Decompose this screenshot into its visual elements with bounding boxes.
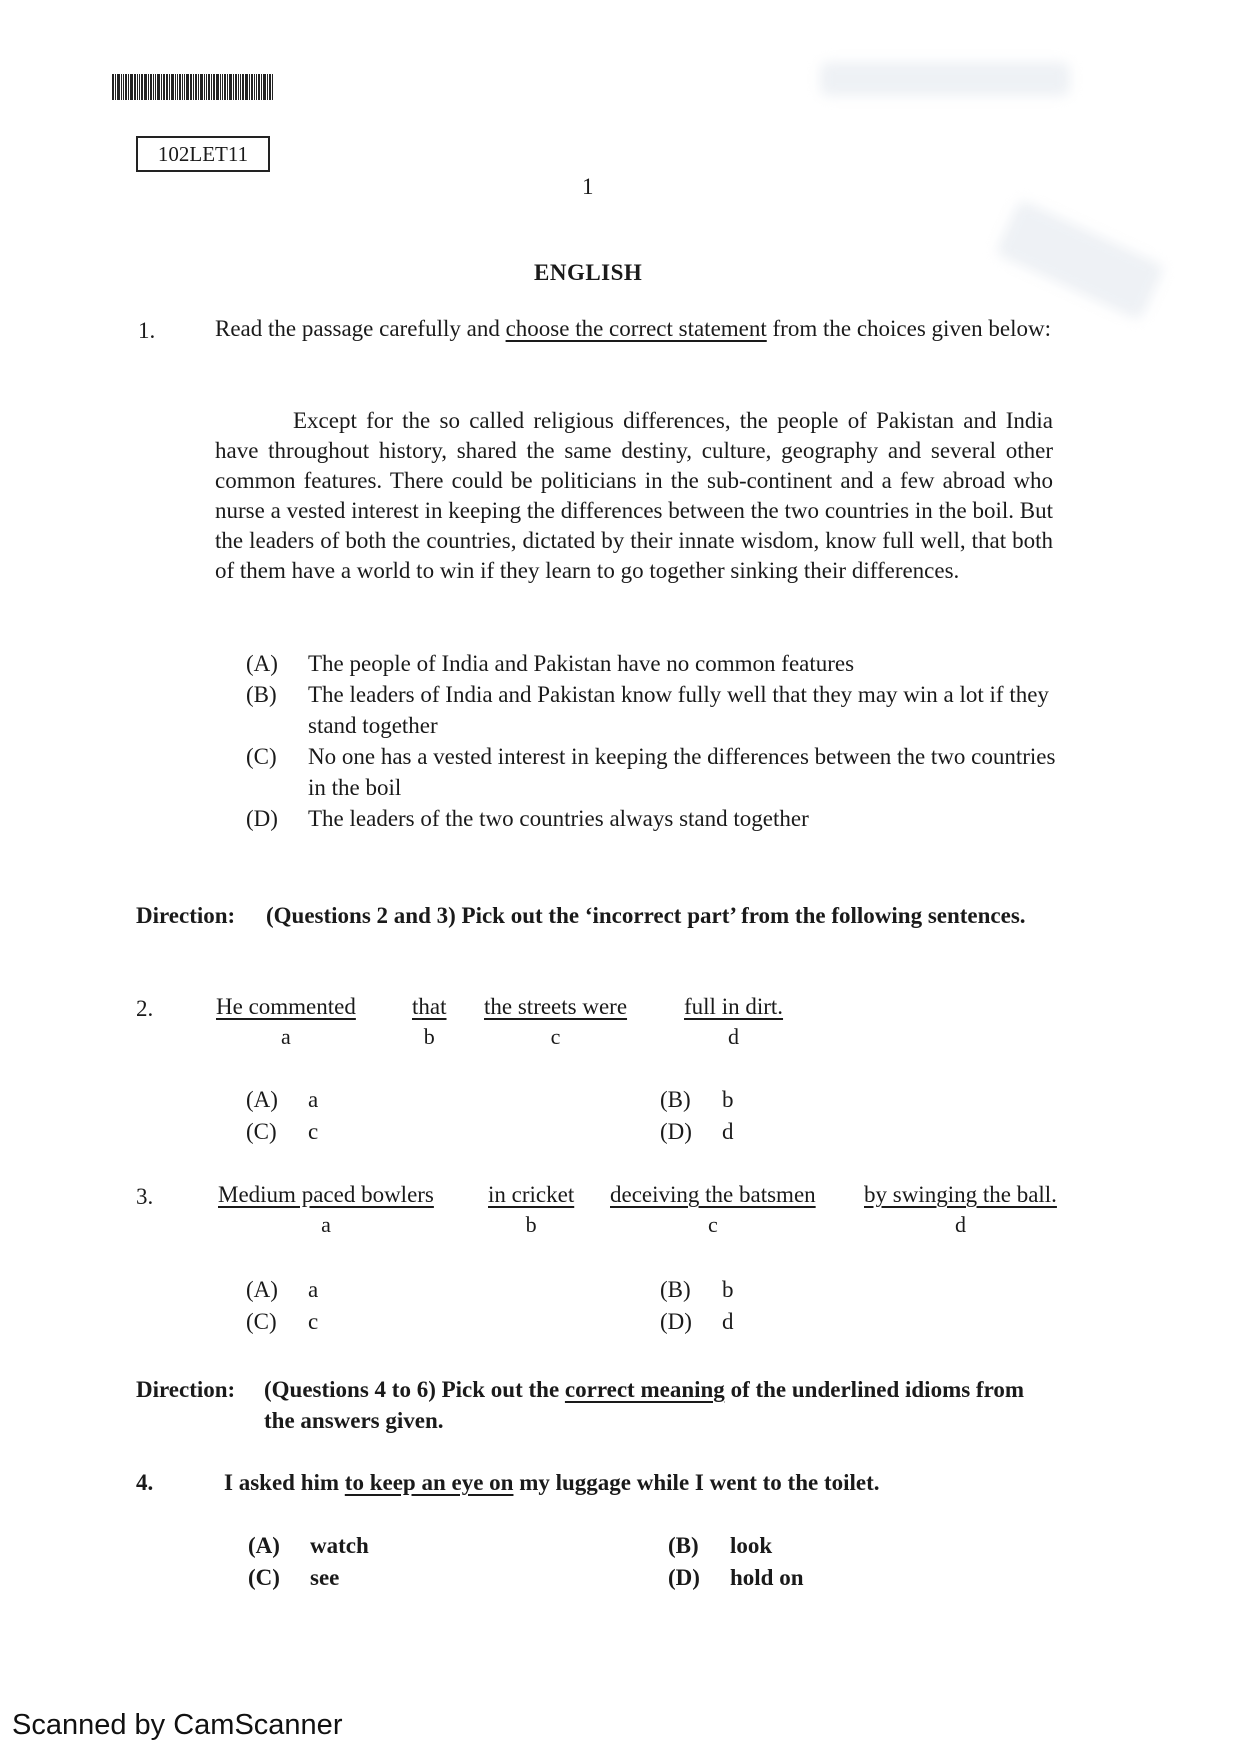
q2-segment-d: full in dirt. d: [684, 994, 784, 1049]
barcode-bar: [115, 74, 116, 100]
barcode-bar: [123, 74, 124, 100]
q2-option-c[interactable]: (C) c: [246, 1119, 319, 1144]
barcode-bar: [267, 74, 268, 100]
barcode-bar: [153, 74, 154, 100]
barcode-bar: [235, 74, 237, 100]
barcode-bar: [238, 74, 239, 100]
barcode-bar: [161, 74, 162, 100]
q3-option-b[interactable]: (B) b: [660, 1277, 734, 1302]
barcode-bar: [211, 74, 212, 100]
page-number: 1: [582, 174, 594, 199]
barcode-bar: [186, 74, 189, 100]
barcode-bar: [184, 74, 185, 100]
barcode-bar: [272, 74, 273, 100]
subject-title: ENGLISH: [534, 260, 643, 285]
barcode-bar: [163, 74, 165, 100]
q2-segment-a: He commented a: [216, 994, 356, 1049]
question-1-passage: Except for the so called religious differences, the people of Pakistan and India have throughout history, shared the same destiny, culture, geography and several other common features. There could be politicians in the sub-continent and a few abroad who nurse a vested interest in keeping the differences between the two countries in the boil. But the leaders of both the countries, dictated by their innate wisdom, know full well, that both of them have a world to win if they learn to go together sinking their differences.: [215, 408, 1053, 583]
barcode-bar: [137, 74, 138, 100]
q3-option-a[interactable]: (A) a: [246, 1277, 319, 1302]
barcode-bar: [150, 74, 152, 100]
direction-2-label: Direction:: [136, 1377, 236, 1402]
barcode-bar: [249, 74, 250, 100]
q1-prompt-pre: Read the passage carefully and: [215, 316, 506, 341]
q1-option-a[interactable]: (A) The people of India and Pakistan have no common features: [246, 651, 855, 676]
barcode-bar: [148, 74, 149, 100]
q1-option-d[interactable]: (D) The leaders of the two countries always stand together: [246, 806, 809, 831]
barcode-bar: [130, 74, 133, 100]
barcode-bar: [141, 74, 143, 100]
barcode: [112, 74, 356, 100]
direction-2: [136, 1374, 1056, 1436]
q4-option-a[interactable]: (A) watch: [248, 1533, 369, 1558]
barcode-bar: [193, 74, 194, 100]
barcode-bar: [242, 74, 244, 100]
barcode-bar: [222, 74, 223, 100]
paper-code-box: [136, 136, 270, 172]
barcode-bar: [171, 74, 174, 100]
q1-prompt-underlined: choose the correct statement: [505, 316, 767, 341]
barcode-bar: [182, 74, 183, 100]
barcode-bar: [240, 74, 241, 100]
barcode-bar: [177, 74, 178, 100]
barcode-bar: [155, 74, 156, 100]
q3-option-d[interactable]: (D) d: [660, 1309, 734, 1334]
question-1-prompt: [215, 314, 1053, 344]
barcode-bar: [169, 74, 170, 100]
barcode-bar: [256, 74, 257, 100]
q2-segment-b: that b: [412, 994, 447, 1049]
barcode-bar: [175, 74, 176, 100]
barcode-bar: [245, 74, 248, 100]
q3-segment-d: by swinging the ball. d: [864, 1182, 1057, 1237]
q1-option-b[interactable]: (B) The leaders of India and Pakistan know fully well that they may win a lot if they stand together: [246, 682, 1049, 738]
question-4-text: I asked him to keep an eye on my luggage while I went to the toilet.: [224, 1470, 880, 1495]
q4-option-c[interactable]: (C) see: [248, 1565, 340, 1590]
q2-segment-c: the streets were c: [484, 994, 628, 1049]
barcode-bar: [157, 74, 160, 100]
barcode-bar: [216, 74, 219, 100]
direction-1: [136, 900, 1066, 931]
q1-option-c[interactable]: (C) No one has a vested interest in keeping the differences between the two countries in the boil: [246, 744, 1056, 800]
barcode-bar: [224, 74, 226, 100]
q4-option-b[interactable]: (B) look: [668, 1533, 773, 1558]
barcode-bar: [134, 74, 136, 100]
barcode-bar: [195, 74, 197, 100]
barcode-bar: [206, 74, 207, 100]
barcode-bar: [112, 74, 114, 100]
barcode-bar: [229, 74, 232, 100]
scanner-watermark: Scanned by CamScanner: [12, 1709, 343, 1741]
q3-segment-b: in cricket b: [488, 1182, 575, 1237]
barcode-bar: [263, 74, 266, 100]
barcode-bar: [258, 74, 260, 100]
direction-1-label: Direction:: [136, 903, 236, 928]
question-4-number: 4.: [136, 1470, 154, 1495]
barcode-bar: [200, 74, 203, 100]
barcode-bar: [269, 74, 271, 100]
question-1-number: 1.: [138, 318, 156, 343]
q2-option-b[interactable]: (B) b: [660, 1087, 734, 1112]
barcode-bar: [190, 74, 192, 100]
barcode-bar: [117, 74, 120, 100]
q1-prompt-post: from the choices given below:: [766, 316, 1051, 341]
barcode-bar: [208, 74, 210, 100]
question-3-number: 3.: [136, 1184, 154, 1209]
barcode-bar: [220, 74, 221, 100]
barcode-bar: [251, 74, 253, 100]
barcode-bar: [198, 74, 199, 100]
question-2-number: 2.: [136, 996, 154, 1021]
barcode-bar: [128, 74, 129, 100]
barcode-bar: [121, 74, 122, 100]
barcode-bar: [213, 74, 215, 100]
q3-segment-c: deceiving the batsmen c: [610, 1182, 816, 1237]
barcode-bar: [227, 74, 228, 100]
paper-code: 102LET11: [157, 142, 249, 166]
barcode-bar: [139, 74, 140, 100]
barcode-bar: [166, 74, 168, 100]
barcode-bar: [179, 74, 181, 100]
barcode-bar: [254, 74, 255, 100]
q2-option-d[interactable]: (D) d: [660, 1119, 734, 1144]
barcode-bar: [125, 74, 127, 100]
barcode-bar: [144, 74, 147, 100]
question-1-options: [246, 648, 1058, 834]
direction-2-text: (Questions 4 to 6) Pick out the correct meaning of the underlined idioms from the answers given.: [264, 1377, 1025, 1433]
direction-1-text: (Questions 2 and 3) Pick out the ‘incorrect part’ from the following sentences.: [266, 903, 1026, 928]
q2-option-a[interactable]: (A) a: [246, 1087, 319, 1112]
q3-option-c[interactable]: (C) c: [246, 1309, 319, 1334]
barcode-bar: [204, 74, 205, 100]
q4-option-d[interactable]: (D) hold on: [668, 1565, 804, 1590]
barcode-bar: [233, 74, 234, 100]
barcode-bar: [261, 74, 262, 100]
q3-segment-a: Medium paced bowlers a: [218, 1182, 434, 1237]
